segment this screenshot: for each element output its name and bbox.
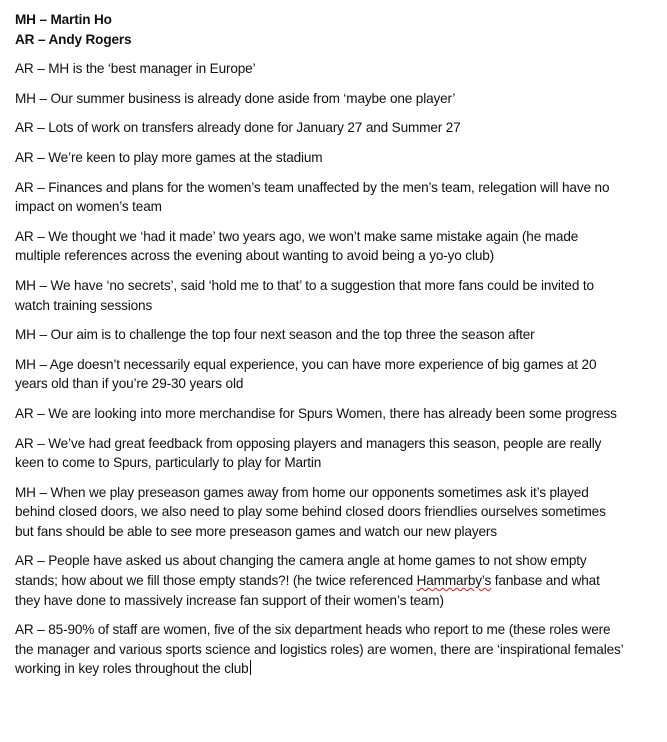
text-cursor	[250, 660, 251, 675]
paragraph-7: MH – We have ‘no secrets’, said ‘hold me to that’ to a suggestion that more fans could be invited to watch training sessions	[15, 277, 594, 313]
paragraph-12: MH – When we play preseason games away from home our opponents sometimes ask it’s played behind closed doors, we also need to play some behind closed doors friendlies ourselves sometimes but fans should be able to see more preseason games and watch our new players	[15, 484, 606, 539]
paragraph-8: MH – Our aim is to challenge the top four next season and the top three the season after	[15, 327, 535, 343]
paragraph-4: AR – We’re keen to play more games at the stadium	[15, 149, 323, 165]
header-martin-ho: MH – Martin Ho	[15, 12, 112, 27]
paragraph-1: AR – MH is the ‘best manager in Europe’	[15, 61, 256, 77]
spellcheck-flagged-word[interactable]: Hammarby’s	[416, 573, 492, 589]
document-body[interactable]	[15, 10, 625, 679]
paragraph-13	[15, 551, 625, 610]
paragraph-13-text-before: AR – People have asked us about changing the camera angle at home games to not show empty stands; how about we fill those empty stands?! (he twice referenced	[15, 553, 587, 589]
paragraph-10: AR – We are looking into more merchandise for Spurs Women, there has already been some progress	[15, 405, 617, 421]
paragraph-9: MH – Age doesn’t necessarily equal experience, you can have more experience of big games at 20 years old than if you’re 29-30 years old	[15, 356, 597, 392]
paragraph-5: AR – Finances and plans for the women’s team unaffected by the men’s team, relegation will have no impact on women’s team	[15, 179, 610, 215]
paragraph-2: MH – Our summer business is already done aside from ‘maybe one player’	[15, 90, 456, 106]
paragraph-6: AR – We thought we ‘had it made’ two years ago, we won’t make same mistake again (he made multiple references across the evening about wanting to avoid being a yo-yo club)	[15, 228, 579, 264]
paragraph-13-text-after: fanbase and what they have done to massively increase fan support of their women’s team)	[15, 573, 600, 608]
paragraph-3: AR – Lots of work on transfers already done for January 27 and Summer 27	[15, 120, 461, 136]
header-andy-rogers: AR – Andy Rogers	[15, 31, 132, 47]
paragraph-11: AR – We’ve had great feedback from opposing players and managers this season, people are really keen to come to Spurs, particularly to play for Martin	[15, 435, 602, 471]
paragraph-14-text: AR – 85-90% of staff are women, five of the six department heads who report to me (these roles were the manager and various sports science and logistics roles) are women, there are ‘inspirational females’ working in key roles throughout the club	[15, 622, 624, 677]
paragraph-14	[15, 620, 625, 679]
